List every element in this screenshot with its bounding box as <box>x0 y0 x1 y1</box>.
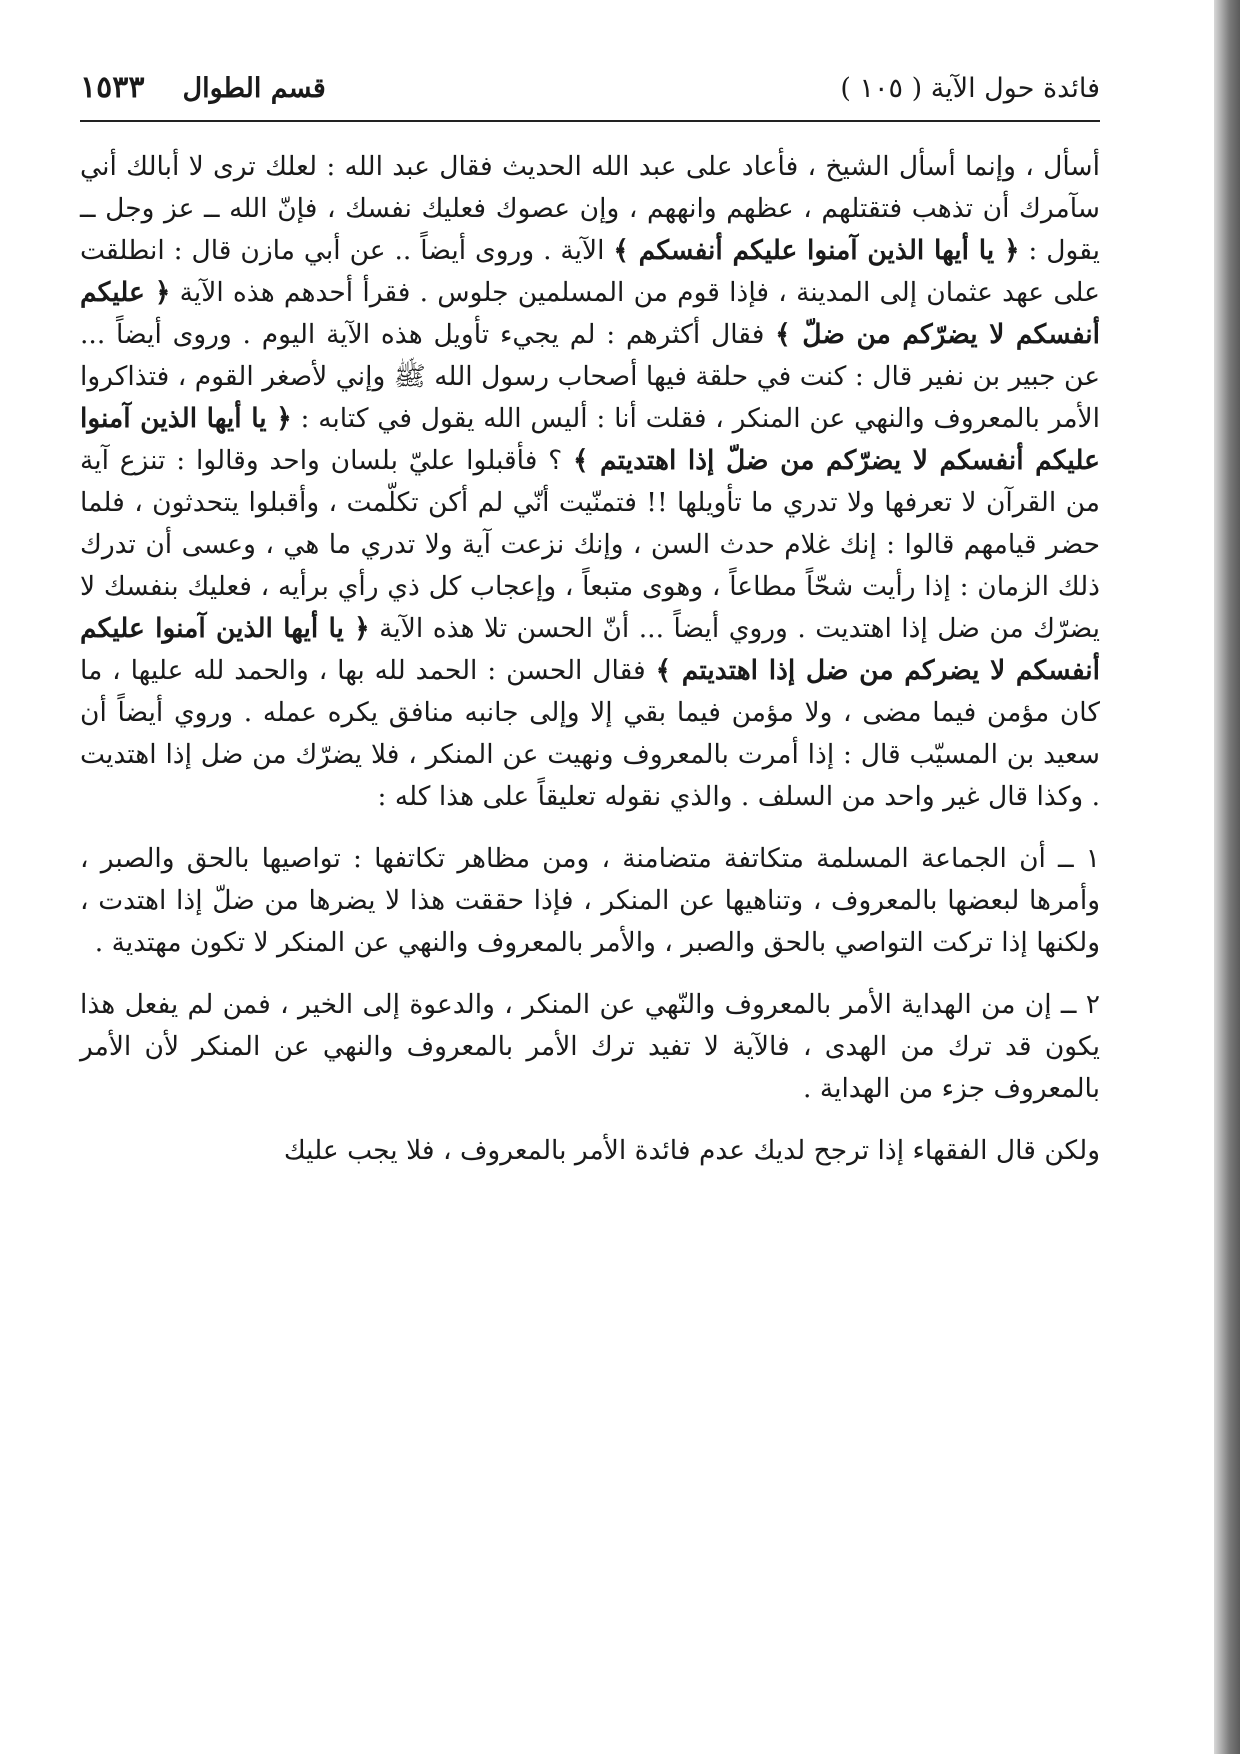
paragraph <box>80 146 1100 818</box>
quran-verse-quote: ﴿ يا أيها الذين آمنوا عليكم أنفسكم لا يضرّكم من ضلّ إذا اهتديتم ﴾ <box>80 403 1100 476</box>
paragraph <box>80 1130 1100 1172</box>
quran-verse-quote: ﴿ يا أيها الذين آمنوا عليكم أنفسكم لا يضركم من ضل إذا اهتديتم ﴾ <box>80 613 1100 686</box>
book-page <box>80 70 1100 1172</box>
paragraph <box>80 984 1100 1110</box>
header-section <box>80 70 326 105</box>
quran-verse-quote: ﴿ عليكم أنفسكم لا يضرّكم من ضلّ ﴾ <box>80 277 1100 350</box>
main-text <box>80 146 1100 1172</box>
text-run: فقال الحسن : الحمد لله بها ، والحمد لله عليها ، ما كان مؤمن فيما مضى ، ولا مؤمن فيما بقي إلا وإلى جانبه منافق يكره عمله . وروي أيضاً أن سعيد بن المسيّب قال : إذا أمرت بالمعروف ونهيت عن المنكر ، فلا يضرّك من ضل إذا اهتديت . وكذا قال غير واحد من السلف . والذي نقوله تعليقاً على هذا كله : <box>80 655 1100 812</box>
header-right-title: فائدة حول الآية ( ١٠٥ ) <box>840 73 1100 104</box>
text-run: الآية . وروى أيضاً .. عن أبي مازن قال : انطلقت على عهد عثمان إلى المدينة ، فإذا قوم من المسلمين جلوس . فقرأ أحدهم هذه الآية <box>80 235 1100 308</box>
header-section-title: قسم الطوال <box>182 73 326 104</box>
text-run: أسأل ، وإنما أسأل الشيخ ، فأعاد على عبد الله الحديث فقال عبد الله : لعلك ترى لا أبالك أني سآمرك أن تذهب فتقتلهم ، عظهم وانههم ، وإن عصوك فعليك نفسك ، فإنّ الله ــ عز وجل ــ يقول : <box>80 151 1100 266</box>
text-run: ٢ ــ إن من الهداية الأمر بالمعروف والنّهي عن المنكر ، والدعوة إلى الخير ، فمن لم يفعل هذا يكون قد ترك من الهدى ، فالآية لا تفيد ترك الأمر بالمعروف والنهي عن المنكر لأن الأمر بالمعروف جزء من الهداية . <box>80 989 1100 1104</box>
text-run: ١ ــ أن الجماعة المسلمة متكاتفة متضامنة ، ومن مظاهر تكاتفها : تواصيها بالحق والصبر ، وأمرها لبعضها بالمعروف ، وتناهيها عن المنكر ، فإذا حققت هذا لا يضرها من ضلّ إذا اهتدت ، ولكنها إذا تركت التواصي بالحق والصبر ، والأمر بالمعروف والنهي عن المنكر لا تكون مهتدية . <box>80 843 1100 958</box>
text-run: ؟ فأقبلوا عليّ بلسان واحد وقالوا : تنزع آية من القرآن لا تعرفها ولا تدري ما تأويلها !! فتمنّيت أنّي لم أكن تكلّمت ، وأقبلوا يتحدثون ، فلما حضر قيامهم قالوا : إنك غلام حدث السن ، وإنك نزعت آية ولا تدري ما هي ، وعسى أن تدرك ذلك الزمان : إذا رأيت شحّاً مطاعاً ، وهوى متبعاً ، وإعجاب كل ذي رأي برأيه ، فعليك بنفسك لا يضرّك من ضل إذا اهتديت . وروي أيضاً ... أنّ الحسن تلا هذه الآية <box>80 445 1100 644</box>
quran-verse-quote: ﴿ يا أيها الذين آمنوا عليكم أنفسكم ﴾ <box>613 235 1020 266</box>
header-chapter-title <box>840 73 1100 104</box>
page-number: ١٥٣٣ <box>80 70 145 105</box>
scan-page-edge <box>1214 0 1240 1754</box>
running-header <box>80 70 1100 122</box>
text-run: فقال أكثرهم : لم يجيء تأويل هذه الآية اليوم . وروى أيضاً ... عن جبير بن نفير قال : كنت في حلقة فيها أصحاب رسول الله ﷺ وإني لأصغر القوم ، فتذاكروا الأمر بالمعروف والنهي عن المنكر ، فقلت أنا : أليس الله يقول في كتابه : <box>80 319 1100 434</box>
paragraph <box>80 838 1100 964</box>
text-run: ولكن قال الفقهاء إذا ترجح لديك عدم فائدة الأمر بالمعروف ، فلا يجب عليك <box>283 1135 1100 1166</box>
